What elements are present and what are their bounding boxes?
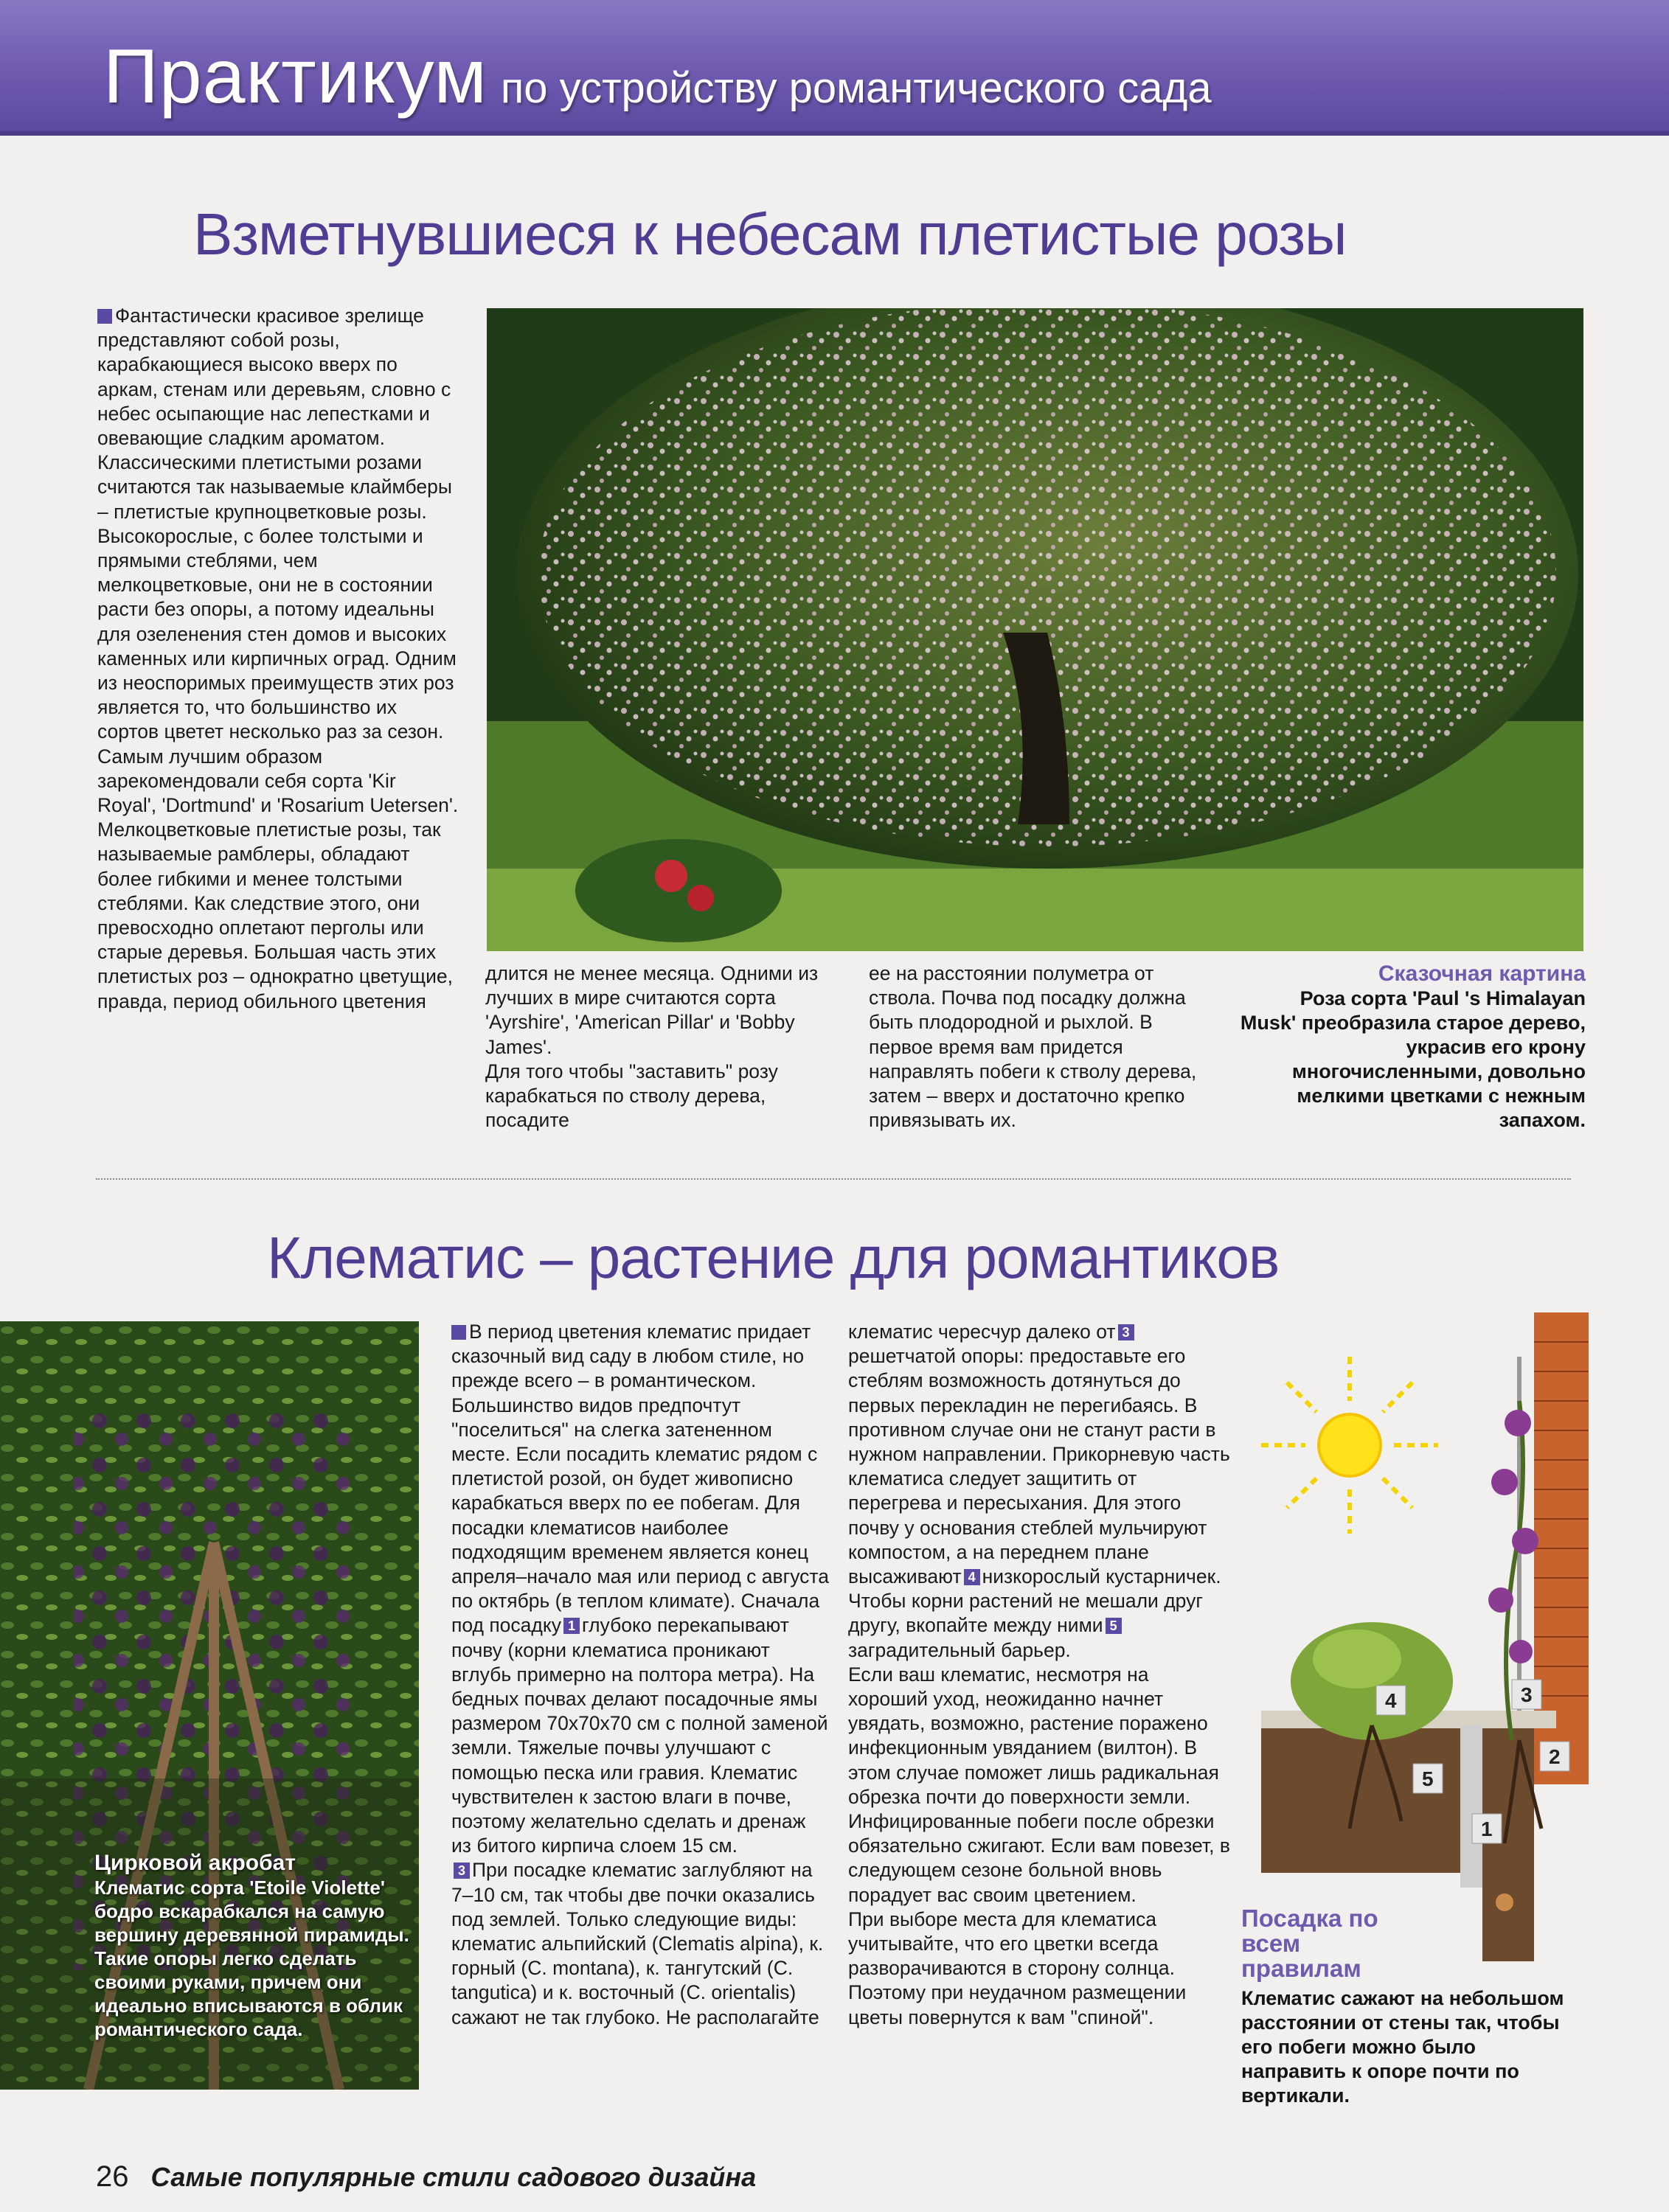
clematis-heading: Клематис – растение для романтиков (267, 1225, 1280, 1290)
roses-heading: Взметнувшиеся к небесам плетистые розы (193, 201, 1347, 267)
diagram-label-3: 3 (1521, 1683, 1533, 1706)
roses-col2-text: длится не менее месяца. Одними из лучших в мире считаются сорта 'Ayrshire', 'American Pillar' и 'Bobby James'. (485, 962, 819, 1058)
paragraph-marker-icon (97, 309, 112, 324)
marker-1: 1 (563, 1618, 580, 1634)
page-footer (96, 2160, 756, 2194)
clematis-col2d-text: заградительный барьер. (848, 1638, 1071, 1661)
page-header-title (103, 33, 1212, 122)
header-title-sub: по устройству романтического сада (500, 64, 1212, 112)
section-divider (96, 1178, 1571, 1180)
clematis-col1a-text: В период цветения клематис придает сказочный вид саду в любом стиле, но прежде всего – в романтическом. Большинство видов предпочтут "поселиться" на слегка затененном месте. Если посадить клематис рядом с плетистой розой, он будет живописно карабкаться вверх по ее побегам. Для посадки клематисов наиболее подходящим временем является конец апреля–начало мая или период с августа по октябрь (в теплом климате). Сначала под посадку (451, 1321, 830, 1637)
diagram-caption-title: Посадка по всем правилам (1241, 1905, 1378, 1982)
roses-col1b-text: Мелкоцветковые плетистые розы, так называемые рамблеры, обладают более гибкими и менее толстыми стеблями. Как следствие этого, они превосходно оплетают перголы или старые деревья. Большая часть этих плетистых роз – однократно цветущие, правда, период обильного цветения (97, 818, 454, 1012)
page-number: 26 (96, 2160, 129, 2193)
roses-column-3 (869, 961, 1212, 1133)
paragraph-marker-icon (451, 1325, 466, 1340)
clematis-photo-caption (94, 1851, 412, 2041)
clematis-column-2 (848, 1320, 1232, 2030)
rose-tree-photo (487, 308, 1583, 951)
marker-4: 4 (964, 1569, 980, 1585)
roses-col2b-text: Для того чтобы "заставить" розу карабкаться по стволу дерева, посадите (485, 1060, 778, 1132)
rose-caption-title: Сказочная картина (1378, 961, 1586, 986)
diagram-label-5: 5 (1422, 1767, 1434, 1790)
clematis-photo (0, 1321, 419, 2090)
roses-col3-text: ее на расстоянии полуметра от ствола. Почва под посадку должна быть плодородной и рыхлой. В первое время вам придется направлять побеги к стволу дерева, затем – вверх и достаточно крепко привязывать их. (869, 962, 1197, 1132)
roses-column-2 (485, 961, 832, 1133)
roses-col1-text: Фантастически красивое зрелище представляют собой розы, карабкающиеся высоко вверх по аркам, стенам или деревьям, словно с небес осыпающие нас лепестками и овевающие сладким ароматом. Классическими плетистыми розами считаются так называемые клаймберы – плетистые крупноцветковые розы. Высокорослые, с более толстыми и прямыми стеблями, чем мелкоцветковые, они не в состоянии расти без опоры, а потому идеальны для озеленения стен домов и высоких каменных или кирпичных оград. Одним из неоспоримых преимуществ этих роз является то, что большинство их сортов цветет несколько раз за сезон. Самым лучшим образом зарекомендовали себя сорта 'Kir Royal', 'Dortmund' и 'Rosarium Uetersen'. (97, 305, 459, 817)
marker-3: 3 (454, 1863, 470, 1879)
clematis-column-1 (451, 1320, 829, 2030)
rose-photo-caption (1239, 961, 1586, 1133)
planting-diagram (1246, 1312, 1645, 1961)
clematis-col2a-text: клематис чересчур далеко от (848, 1321, 1116, 1343)
diagram-caption-title-block (1241, 1906, 1426, 1981)
clematis-col1c-text: При посадке клематис заглубляют на 7–10 см, так чтобы две почки оказались под землей. Только следующие виды: клематис альпийский (Clematis alpina), к. горный (C. montana), к. тангутский (C. tangutica) и к. восточный (C. orientalis) сажают не так глубоко. Не располагайте (451, 1859, 824, 2028)
sun-icon (1261, 1357, 1438, 1534)
rose-tree-image (487, 308, 1583, 951)
publication-title: Самые популярные стили садового дизайна (150, 2162, 757, 2192)
clematis-col2f-text: При выборе места для клематиса учитывайте, что его цветки всегда разворачиваются в сторону солнца. Поэтому при неудачном размещении цветы повернутся к вам "спиной". (848, 1907, 1187, 2028)
clematis-col1b-text: глубоко перекапывают почву (корни клематиса проникают вглубь примерно на полтора метра). На бедных почвах делают посадочные ямы размером 70х70х70 см с полной заменой земли. Тяжелые почвы улучшают с помощью песка или гравия. Клематис чувствителен к застою влаги в почве, поэтому желательно сделать и дренаж из битого кирпича слоем 15 см. (451, 1614, 828, 1857)
clematis-col2c-text: низкорослый кустарничек. Чтобы корни растений не мешали друг другу, вкопайте между ними (848, 1565, 1221, 1637)
marker-5: 5 (1106, 1618, 1122, 1634)
clematis-col2b-text: решетчатой опоры: предоставьте его стеблям возможность дотянуться до первых перекладин не перегибаясь. В противном случае они не станут расти в нужном направлении. Прикорневую часть клематиса следует защитить от перегрева и пересыхания. Для этого почву у основания стеблей мульчируют компостом, а на переднем плане высаживают (848, 1345, 1230, 1588)
diagram-caption (1241, 1986, 1566, 2108)
diagram-label-4: 4 (1385, 1689, 1397, 1712)
planting-diagram-image (1246, 1312, 1645, 1961)
roses-column-1 (97, 304, 459, 1014)
marker-3: 3 (1118, 1324, 1134, 1340)
diagram-caption-body: Клематис сажают на небольшом расстоянии от стены так, чтобы его побеги можно было направить к опоре почти по вертикали. (1241, 1987, 1564, 2107)
header-title-main: Практикум (103, 34, 487, 119)
clematis-photo-caption-body: Клематис сорта 'Etoile Violette' бодро вскарабкался на самую вершину деревянной пирамиды. Такие опоры легко сделать своими руками, причем они идеально вписываются в облик романтического сада. (94, 1877, 409, 2040)
diagram-label-1: 1 (1481, 1818, 1493, 1840)
clematis-col2e-text: Если ваш клематис, несмотря на хороший уход, неожиданно начнет увядать, возможно, растение поражено инфекционным увяданием (вилтон). В этом случае поможет лишь радикальная обрезка почти до поверхности земли. Инфицированные побеги после обрезки обязательно сжигают. Если вам повезет, в следующем сезоне больной вновь порадует вас своим цветением. (848, 1663, 1230, 1906)
clematis-photo-caption-title: Цирковой акробат (94, 1851, 296, 1875)
rose-caption-body: Роза сорта 'Paul 's Himalayan Musk' преобразила старое дерево, украсив его крону многочисленными, довольно мелкими цветками с нежным запахом. (1240, 987, 1586, 1131)
diagram-label-2: 2 (1549, 1745, 1561, 1768)
header-divider (0, 131, 1669, 136)
